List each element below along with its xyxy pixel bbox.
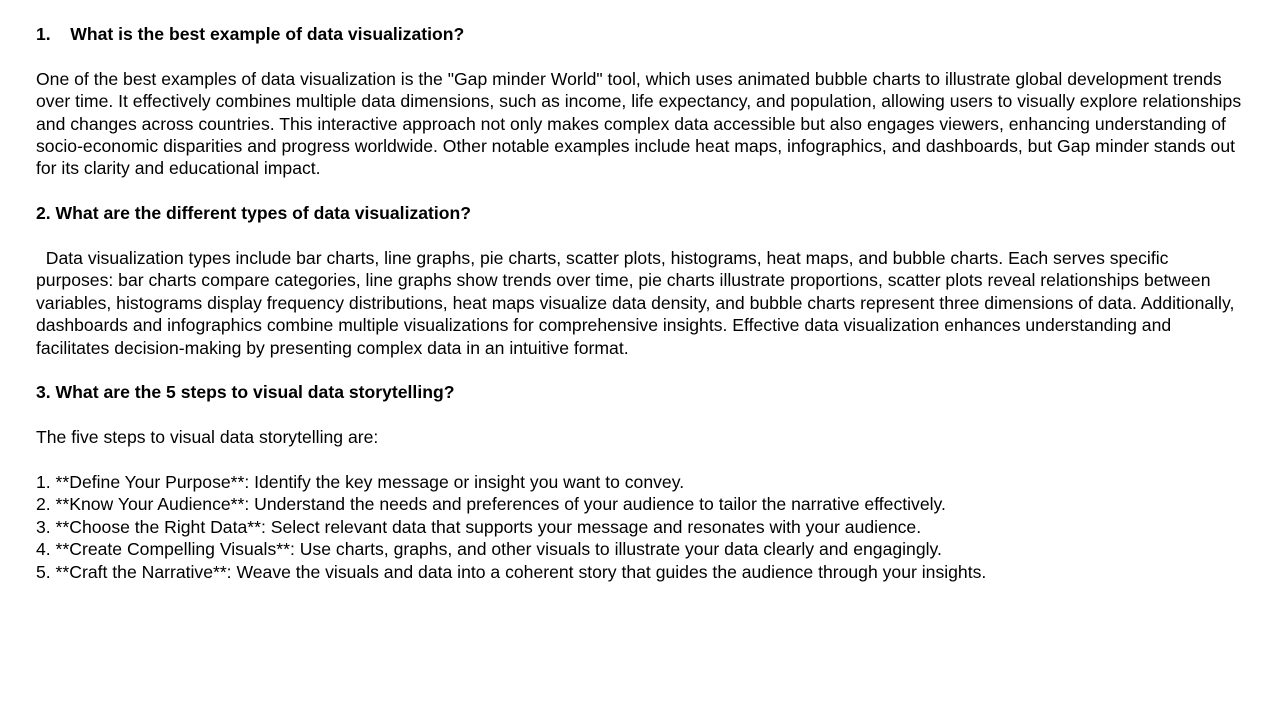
- question-1-answer: One of the best examples of data visualization is the "Gap minder World" tool, which uses animated bubble charts to illustrate global development trends over time. It effectively combines multiple data dimensions, such as income, life expectancy, and population, allowing users to visually explore relationships and changes across countries. This interactive approach not only makes complex data accessible but also engages viewers, enhancing understanding of socio-economic disparities and progress worldwide. Other notable examples include heat maps, infographics, and dashboards, but Gap minder stands out for its clarity and educational impact.: [36, 68, 1242, 179]
- document-page: [36, 23, 1246, 583]
- spacer: [36, 359, 1246, 381]
- list-item-step-4: 4. **Create Compelling Visuals**: Use charts, graphs, and other visuals to illustrate your data clearly and engagingly.: [36, 539, 942, 560]
- question-2-heading: 2. What are the different types of data visualization?: [36, 203, 472, 224]
- list-item-step-3: 3. **Choose the Right Data**: Select relevant data that supports your message and resonates with your audience.: [36, 516, 922, 537]
- spacer: [36, 45, 1246, 67]
- spacer: [36, 449, 1246, 471]
- spacer: [36, 180, 1246, 202]
- spacer: [36, 225, 1246, 247]
- question-1-heading: 1. What is the best example of data visualization?: [36, 24, 465, 44]
- list-item-step-5: 5. **Craft the Narrative**: Weave the visuals and data into a coherent story that guides the audience through your insights.: [36, 561, 987, 582]
- question-3-heading: 3. What are the 5 steps to visual data storytelling?: [36, 382, 455, 403]
- spacer: [36, 404, 1246, 426]
- list-item-step-1: 1. **Define Your Purpose**: Identify the key message or insight you want to convey.: [36, 472, 685, 493]
- list-item-step-2: 2. **Know Your Audience**: Understand the needs and preferences of your audience to tailor the narrative effectively.: [36, 494, 946, 515]
- question-3-intro: The five steps to visual data storytelling are:: [36, 427, 379, 448]
- steps-list: [36, 471, 1246, 583]
- question-2-answer: Data visualization types include bar charts, line graphs, pie charts, scatter plots, histograms, heat maps, and bubble charts. Each serves specific purposes: bar charts compare categories, line graphs show trends over time, pie charts illustrate proportions, scatter plots reveal relationships between variables, histograms display frequency distributions, heat maps visualize data density, and bubble charts represent three dimensions of data. Additionally, dashboards and infographics combine multiple visualizations for comprehensive insights. Effective data visualization enhances understanding and facilitates decision-making by presenting complex data in an intuitive format.: [36, 248, 1240, 358]
